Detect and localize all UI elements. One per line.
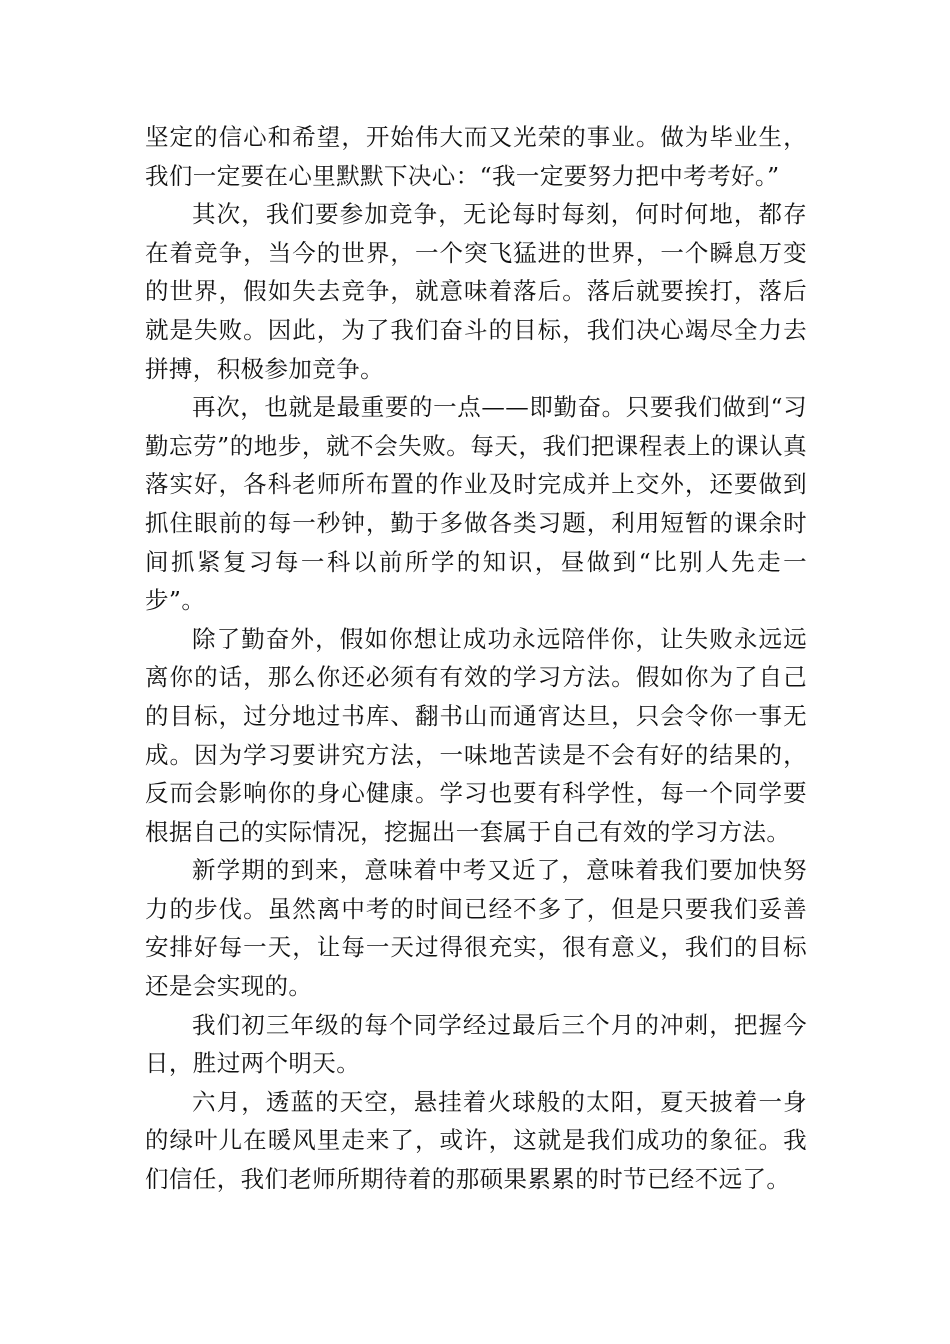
- paragraph-study-method: 除了勤奋外，假如你想让成功永远陪伴你，让失败永远远离你的话，那么你还必须有有效的学习方法。假如你为了自己的目标，过分地过书库、翻书山而通宵达旦，只会令你一事无成。因为学习要讲究方法，一味地苦读是不会有好的结果的，反而会影响你的身心健康。学习也要有科学性，每一个同学要根据自己的实际情况，挖掘出一套属于自己有效的学习方法。: [145, 624, 807, 846]
- paragraph-new-semester: 新学期的到来，意味着中考又近了，意味着我们要加快努力的步伐。虽然离中考的时间已经不多了，但是只要我们妥善安排好每一天，让每一天过得很充实，很有意义，我们的目标还是会实现的。: [145, 856, 807, 1001]
- paragraph-diligence: 再次，也就是最重要的一点——即勤奋。只要我们做到“习勤忘劳”的地步，就不会失败。每天，我们把课程表上的课认真落实好，各科老师所布置的作业及时完成并上交外，还要做到抓住眼前的每一秒钟，勤于多做各类习题，利用短暂的课余时间抓紧复习每一科以前所学的知识，昼做到“比别人先走一步”。: [145, 393, 807, 615]
- paragraph-continuation: 坚定的信心和希望，开始伟大而又光荣的事业。做为毕业生，我们一定要在心里默默下决心：“我一定要努力把中考考好。”: [145, 123, 807, 190]
- paragraph-competition: 其次，我们要参加竞争，无论每时每刻，何时何地，都存在着竞争，当今的世界，一个突飞猛进的世界，一个瞬息万变的世界，假如失去竞争，就意味着落后。落后就要挨打，落后就是失败。因此，为了我们奋斗的目标，我们决心竭尽全力去拼搏，积极参加竞争。: [145, 200, 807, 383]
- document-body: [145, 118, 807, 1199]
- paragraph-final-sprint: 我们初三年级的每个同学经过最后三个月的冲刺，把握今日，胜过两个明天。: [145, 1010, 807, 1078]
- paragraph-june: 六月，透蓝的天空，悬挂着火球般的太阳，夏天披着一身的绿叶儿在暖风里走来了，或许，这就是我们成功的象征。我们信任，我们老师所期待着的那硕果累累的时节已经不远了。: [145, 1087, 807, 1194]
